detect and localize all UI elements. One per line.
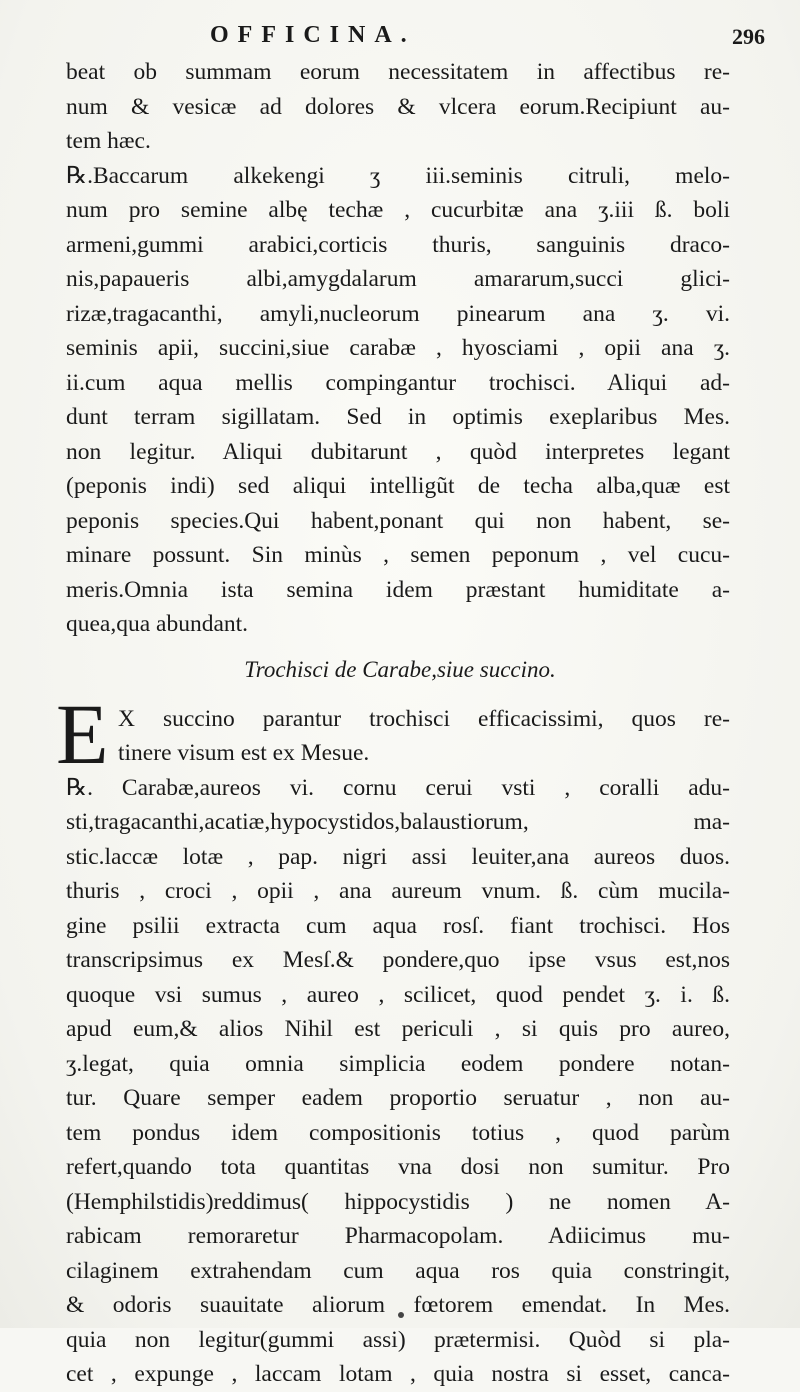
text-line: quea,qua abundant. [66, 611, 249, 637]
text-line: minare possunt. Sin minùs , semen peponum , vel cucu- [66, 542, 730, 568]
text-line: transcripsimus ex Mesſ.& pondere,quo ipse vsus est,nos [66, 947, 730, 973]
text-line: non legitur. Aliqui dubitarunt , quòd interpretes legant [66, 439, 730, 465]
text-line: nis,papaueris albi,amygdalarum amararum,succi glici- [66, 266, 730, 292]
running-head: OFFICINA. [210, 22, 416, 48]
page-number: 296 [732, 24, 765, 49]
text-line: & odoris suauitate aliorum fœtorem emendat. In Mes. [66, 1292, 730, 1318]
text-line: tem hæc. [66, 128, 151, 154]
text-line: refert,quando tota quantitas vna dosi non sumitur. Pro [66, 1154, 730, 1180]
text-line: cet , expunge , laccam lotam , quia nostra si esset, canca- [66, 1361, 730, 1387]
text-line: rizæ,tragacanthi, amyli,nucleorum pinearum ana ʒ. vi. [66, 301, 730, 327]
text-line: ʒ.legat, quia omnia simplicia eodem pondere notan- [66, 1051, 730, 1077]
text-line: tinere visum est ex Mesue. [118, 740, 370, 766]
section-heading: Trochisci de Carabe,siue succino. [244, 657, 556, 682]
text-line: thuris , croci , opii , ana aureum vnum. ß. cùm mucila- [66, 878, 730, 904]
text-line: (Hemphilstidis)reddimus( hippocystidis ) ne nomen A- [66, 1189, 730, 1215]
text-line: tem pondus idem compositionis totius , quod parùm [66, 1120, 730, 1146]
text-line: meris.Omnia ista semina idem præstant humiditate a- [66, 577, 730, 603]
text-line: num & vesicæ ad dolores & vlcera eorum.Recipiunt au- [66, 94, 730, 120]
text-line: gine psilii extracta cum aqua rosſ. fiant trochisci. Hos [66, 913, 730, 939]
text-line: quoque vsi sumus , aureo , scilicet, quod pendet ʒ. i. ß. [66, 982, 730, 1008]
text-line: cilaginem extrahendam cum aqua ros quia constringit, [66, 1258, 730, 1284]
text-line: armeni,gummi arabici,corticis thuris, sanguinis draco- [66, 232, 730, 258]
text-line: stic.laccæ lotæ , pap. nigri assi leuiter,ana aureos duos. [66, 844, 730, 870]
text-line: ℞. Carabæ,aureos vi. cornu cerui vsti , coralli adu- [66, 775, 730, 801]
text-line: peponis species.Qui habent,ponant qui non habent, se- [66, 508, 730, 534]
drop-cap: E [56, 686, 109, 782]
text-line: beat ob summam eorum necessitatem in affectibus re- [66, 59, 730, 85]
text-line: rabicam remoraretur Pharmacopolam. Adiicimus mu- [66, 1223, 730, 1249]
text-line: seminis apii, succini,siue carabæ , hyosciami , opii ana ʒ. [66, 335, 730, 361]
text-line: tur. Quare semper eadem proportio seruatur , non au- [66, 1085, 730, 1111]
text-line: ii.cum aqua mellis compingantur trochisci. Aliqui ad- [66, 370, 730, 396]
text-line: quia non legitur(gummi assi) prætermisi. Quòd si pla- [66, 1327, 730, 1353]
text-line: num pro semine albę techæ , cucurbitæ ana ʒ.iii ß. boli [66, 197, 730, 223]
text-line: (peponis indi) sed aliqui intelligũt de techa alba,quæ est [66, 473, 730, 499]
text-line: X succino parantur trochisci efficacissimi, quos re- [118, 706, 730, 732]
text-line: ℞.Baccarum alkekengi ʒ iii.seminis citruli, melo- [66, 163, 730, 189]
text-line: apud eum,& alios Nihil est periculi , si quis pro aureo, [66, 1016, 730, 1042]
text-line: sti,tragacanthi,acatiæ,hypocystidos,balaustiorum, ma- [66, 809, 730, 835]
text-line: dunt terram sigillatam. Sed in optimis exeplaribus Mes. [66, 404, 730, 430]
